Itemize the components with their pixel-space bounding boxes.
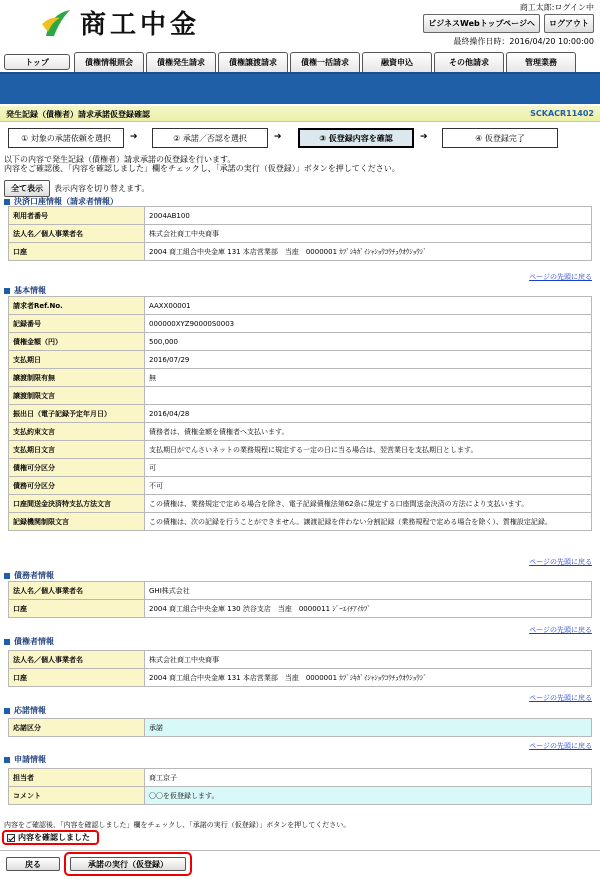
tab-top[interactable]: トップ [4, 54, 70, 70]
tab-admin[interactable]: 管理業務 [506, 52, 576, 72]
step-arrow-icon: ➔ [274, 132, 282, 142]
table-row: 支払約束文言 債務者は、債権金額を債権者へ支払います。 [9, 423, 592, 441]
table-row: 応諾区分 承諾 [9, 719, 592, 737]
table-row: 口座 2004 商工組合中央金庫 131 本店営業部 当座 0000001 ｶﾌﾞｼｷｶﾞｲｼｬｼｮｳｺｳﾁｭｳｵｳｼｮｳｼﾞ [9, 243, 592, 261]
table-row: 法人名／個人事業者名 株式会社商工中央商事 [9, 651, 592, 669]
divider [0, 850, 600, 851]
logo [40, 4, 200, 41]
table-row: 記録機関制限文言 この債権は、次の記録を行うことができません。譲渡記録を伴わない分割記録（業務規程で定める場合を除く）、質権設定記録。 [9, 513, 592, 531]
tab-credit-transfer[interactable]: 債権譲渡請求 [218, 52, 288, 72]
page-title-bar [0, 106, 600, 122]
step-2: ② 承諾／否認を選択 [152, 128, 268, 148]
tab-bulk-request[interactable]: 債権一括請求 [290, 52, 360, 72]
back-button[interactable]: 戻る [6, 857, 60, 871]
section-debtor-title: 債務者情報 [4, 570, 54, 581]
table-row: 法人名／個人事業者名 GHI株式会社 [9, 582, 592, 600]
page-top-link[interactable]: ページの先頭に戻る [529, 273, 592, 281]
response-table [8, 718, 592, 737]
table-row: 口座 2004 商工組合中央金庫 130 渋谷支店 当座 0000011 ｼﾞｰｴｲﾁｱｲｶﾌﾞ [9, 600, 592, 618]
confirm-checkbox-area[interactable] [2, 830, 99, 845]
logout-button[interactable]: ログアウト [544, 14, 594, 33]
table-row: 口座間送金決済特支払方法文言 この債権は、業務規定で定める場合を除き、電子記録債権法第62条に規定する口座間送金決済の方法により支払います。 [9, 495, 592, 513]
table-row: 支払期日 2016/07/29 [9, 351, 592, 369]
web-top-button[interactable]: ビジネスWebトップページへ [423, 14, 540, 33]
page-top-link[interactable]: ページの先頭に戻る [529, 742, 592, 750]
toggle-note: 表示内容を切り替えます。 [54, 184, 150, 193]
instruction-line-2: 内容をご確認後、「内容を確認しました」欄をチェックし、「承諾の実行（仮登録）」ボタンを押してください。 [4, 164, 400, 173]
section-settlement-title: 決済口座情報（請求者情報） [4, 196, 118, 207]
section-application-title: 申請情報 [4, 754, 46, 765]
main-tabs [0, 50, 600, 74]
confirm-checkbox-label: 内容を確認しました [18, 833, 90, 842]
debtor-table [8, 581, 592, 618]
header [0, 0, 600, 50]
page-top-link[interactable]: ページの先頭に戻る [529, 626, 592, 634]
user-info: 商工太郎:ログイン中 [519, 3, 594, 12]
progress-steps [8, 128, 592, 150]
table-row: 債権金額（円） 500,000 [9, 333, 592, 351]
step-1: ① 対象の承諾依頼を選択 [8, 128, 124, 148]
show-all-button[interactable]: 全て表示 [4, 180, 50, 197]
step-4: ④ 仮登録完了 [442, 128, 558, 148]
tab-other-request[interactable]: その他請求 [434, 52, 504, 72]
execute-approval-button[interactable]: 承諾の実行（仮登録） [70, 857, 186, 871]
confirm-note: 内容をご確認後、「内容を確認しました」欄をチェックし、「承諾の実行（仮登録）」ボタンを押してください。 [4, 821, 351, 829]
table-row: 債権可分区分 可 [9, 459, 592, 477]
table-row: 利用者番号 2004AB100 [9, 207, 592, 225]
table-row: 支払期日文言 支払期日がでんさいネットの業務規程に規定する一定の日に当る場合は、翌営業日を支払期日とします。 [9, 441, 592, 459]
execute-highlight [64, 852, 192, 876]
step-3-current: ③ 仮登録内容を確認 [298, 128, 414, 148]
logo-mark-icon [40, 6, 74, 40]
application-table [8, 768, 592, 805]
page-top-link[interactable]: ページの先頭に戻る [529, 694, 592, 702]
table-row: 担当者 商工京子 [9, 769, 592, 787]
creditor-table [8, 650, 592, 687]
instructions [4, 155, 400, 173]
table-row: 振出日（電子記録予定年月日） 2016/04/28 [9, 405, 592, 423]
step-arrow-icon: ➔ [420, 132, 428, 142]
confirm-checkbox[interactable] [7, 834, 15, 842]
table-row: 債務可分区分 不可 [9, 477, 592, 495]
sub-menu-bar [0, 74, 600, 104]
table-row: 法人名／個人事業者名 株式会社商工中央商事 [9, 225, 592, 243]
page-title: 発生記録（債権者）請求承諾仮登録確認 [6, 110, 150, 119]
table-row: 口座 2004 商工組合中央金庫 131 本店営業部 当座 0000001 ｶﾌﾞｼｷｶﾞｲｼｬｼｮｳｺｳﾁｭｳｵｳｼｮｳｼﾞ [9, 669, 592, 687]
table-row: 記録番号 000000XYZ90000S0003 [9, 315, 592, 333]
page-top-link[interactable]: ページの先頭に戻る [529, 558, 592, 566]
step-arrow-icon: ➔ [130, 132, 138, 142]
screen-id: SCKACR11402 [530, 109, 594, 118]
table-row: コメント 〇〇を仮登録します。 [9, 787, 592, 805]
tab-credit-inquiry[interactable]: 債権情報照会 [74, 52, 144, 72]
last-operation: 最終操作日時：2016/04/20 10:00:00 [453, 37, 594, 46]
settlement-table [8, 206, 592, 261]
logo-text: 商工中金 [80, 10, 201, 40]
tab-credit-generation[interactable]: 債権発生請求 [146, 52, 216, 72]
basic-table [8, 296, 592, 531]
section-creditor-title: 債権者情報 [4, 636, 54, 647]
table-row: 譲渡制限文言 [9, 387, 592, 405]
instruction-line-1: 以下の内容で発生記録（債権者）請求承諾の仮登録を行います。 [4, 155, 236, 164]
table-row: 請求者Ref.No. AAXX00001 [9, 297, 592, 315]
section-basic-title: 基本情報 [4, 285, 46, 296]
tab-loan-application[interactable]: 融資申込 [362, 52, 432, 72]
section-response-title: 応諾情報 [4, 705, 46, 716]
table-row: 譲渡制限有無 無 [9, 369, 592, 387]
